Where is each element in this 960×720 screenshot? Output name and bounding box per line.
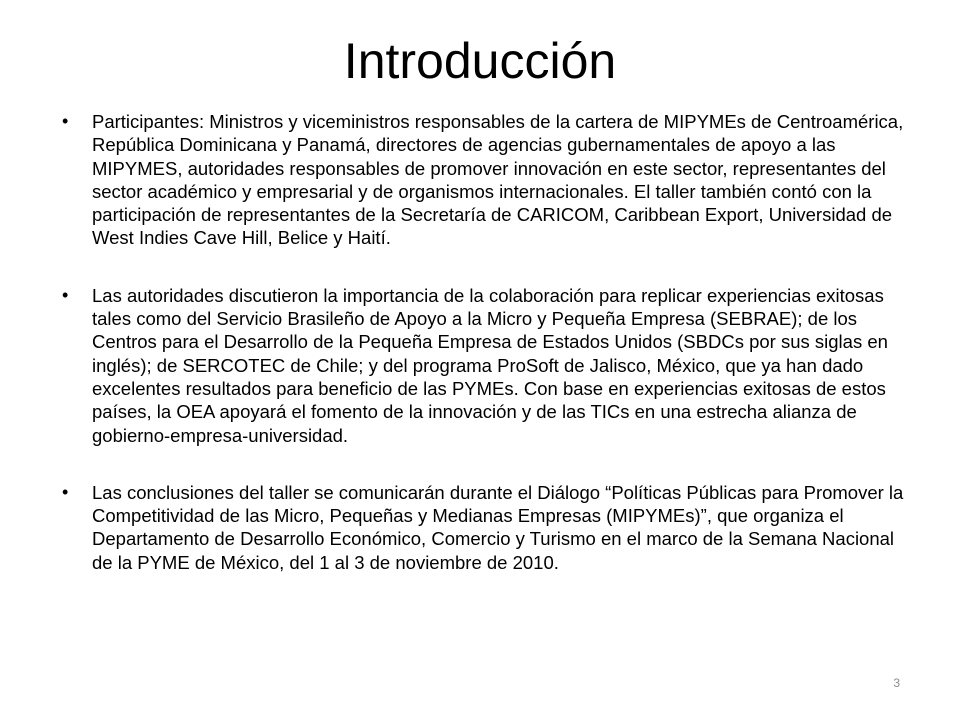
bullet-text: Las conclusiones del taller se comunicarán durante el Diálogo “Políticas Públicas para Promover la Competitividad de las Micro, Pequeñas y Medianas Empresas (MIPYMEs)”, que organiza el Departamento de Desarrollo Económico, Comercio y Turismo en el marco de la Semana Nacional de la PYME de México, del 1 al 3 de noviembre de 2010. — [92, 481, 904, 573]
bullet-icon: • — [62, 481, 69, 502]
bullet-item — [60, 110, 912, 250]
bullet-text: Participantes: Ministros y viceministros responsables de la cartera de MIPYMEs de Centroamérica, República Dominicana y Panamá, directores de agencias gubernamentales de apoyo a las MIPYMES, autoridades responsables de promover innovación en este sector, representantes del sector académico y empresarial y de organismos internacionales. El taller también contó con la participación de representantes de la Secretaría de CARICOM, Caribbean Export, Universidad de West Indies Cave Hill, Belice y Haití. — [92, 111, 904, 249]
bullet-icon: • — [62, 111, 69, 131]
slide-title: Introducción — [343, 33, 617, 89]
bullet-icon: • — [62, 284, 69, 305]
bullet-text: Las autoridades discutieron la importancia de la colaboración para replicar experiencias exitosas tales como del Servicio Brasileño de Apoyo a la Micro y Pequeña Empresa (SEBRAE); de los Centros para el Desarrollo de la Pequeña Empresa de Estados Unidos (SBDCs por sus siglas en inglés); de SERCOTEC de Chile; y del programa ProSoft de Jalisco, México, que ya han dado excelentes resultados para beneficio de las PYMEs. Con base en experiencias exitosas de estos países, la OEA apoyará el fomento de la innovación y de las TICs en una estrecha alianza de gobierno-empresa-universidad. — [92, 284, 888, 446]
page-number: 3 — [893, 676, 900, 690]
bullet-item — [60, 481, 912, 574]
bullet-list — [60, 110, 912, 608]
bullet-item — [60, 284, 912, 447]
